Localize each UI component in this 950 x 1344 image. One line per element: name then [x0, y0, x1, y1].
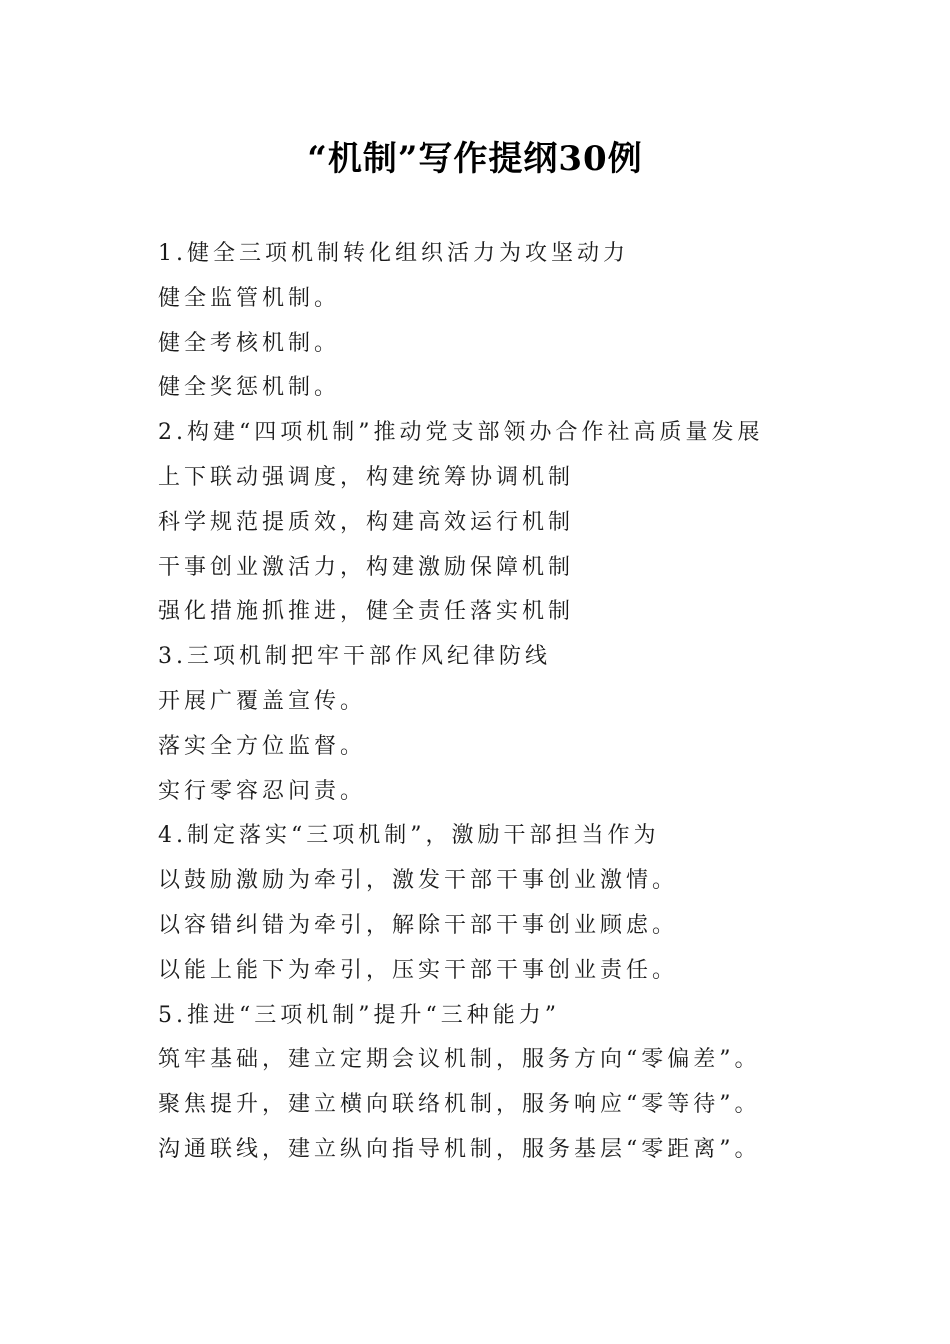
section-item: 沟通联线，建立纵向指导机制，服务基层“零距离”。 — [158, 1136, 761, 1162]
section-2 — [158, 411, 878, 635]
section-item: 筑牢基础，建立定期会议机制，服务方向“零偏差”。 — [158, 1047, 761, 1073]
section-item: 以能上能下为牵引，压实干部干事创业责任。 — [158, 957, 679, 983]
section-heading: 1.健全三项机制转化组织活力为攻坚动力 — [158, 241, 629, 266]
section-3 — [158, 635, 878, 814]
section-item: 开展广覆盖宣传。 — [158, 688, 367, 714]
section-1 — [158, 232, 878, 411]
section-heading: 3.三项机制把牢干部作风纪律防线 — [158, 644, 551, 670]
section-item: 健全奖惩机制。 — [158, 375, 341, 401]
section-heading: 5.推进“三项机制”提升“三种能力” — [158, 1002, 560, 1028]
section-item: 上下联动强调度，构建统筹协调机制 — [158, 464, 575, 490]
section-item: 以容错纠错为牵引，解除干部干事创业顾虑。 — [158, 912, 679, 938]
section-item: 健全监管机制。 — [158, 285, 341, 311]
section-5 — [158, 994, 878, 1173]
section-item: 强化措施抓推进，健全责任落实机制 — [158, 599, 575, 625]
section-heading: 4.制定落实“三项机制”，激励干部担当作为 — [158, 823, 660, 849]
section-heading: 2.构建“四项机制”推动党支部领办合作社高质量发展 — [158, 420, 764, 446]
section-item: 以鼓励激励为牵引，激发干部干事创业激情。 — [158, 868, 679, 894]
document-body — [158, 232, 878, 1173]
document-title: “机制”写作提纲30例 — [307, 139, 643, 179]
section-item: 干事创业激活力，构建激励保障机制 — [158, 554, 575, 580]
section-item: 实行零容忍问责。 — [158, 778, 367, 804]
section-4 — [158, 814, 878, 993]
section-item: 健全考核机制。 — [158, 330, 341, 356]
section-item: 聚焦提升，建立横向联络机制，服务响应“零等待”。 — [158, 1092, 761, 1118]
section-item: 科学规范提质效，构建高效运行机制 — [158, 509, 575, 535]
section-item: 落实全方位监督。 — [158, 733, 367, 759]
